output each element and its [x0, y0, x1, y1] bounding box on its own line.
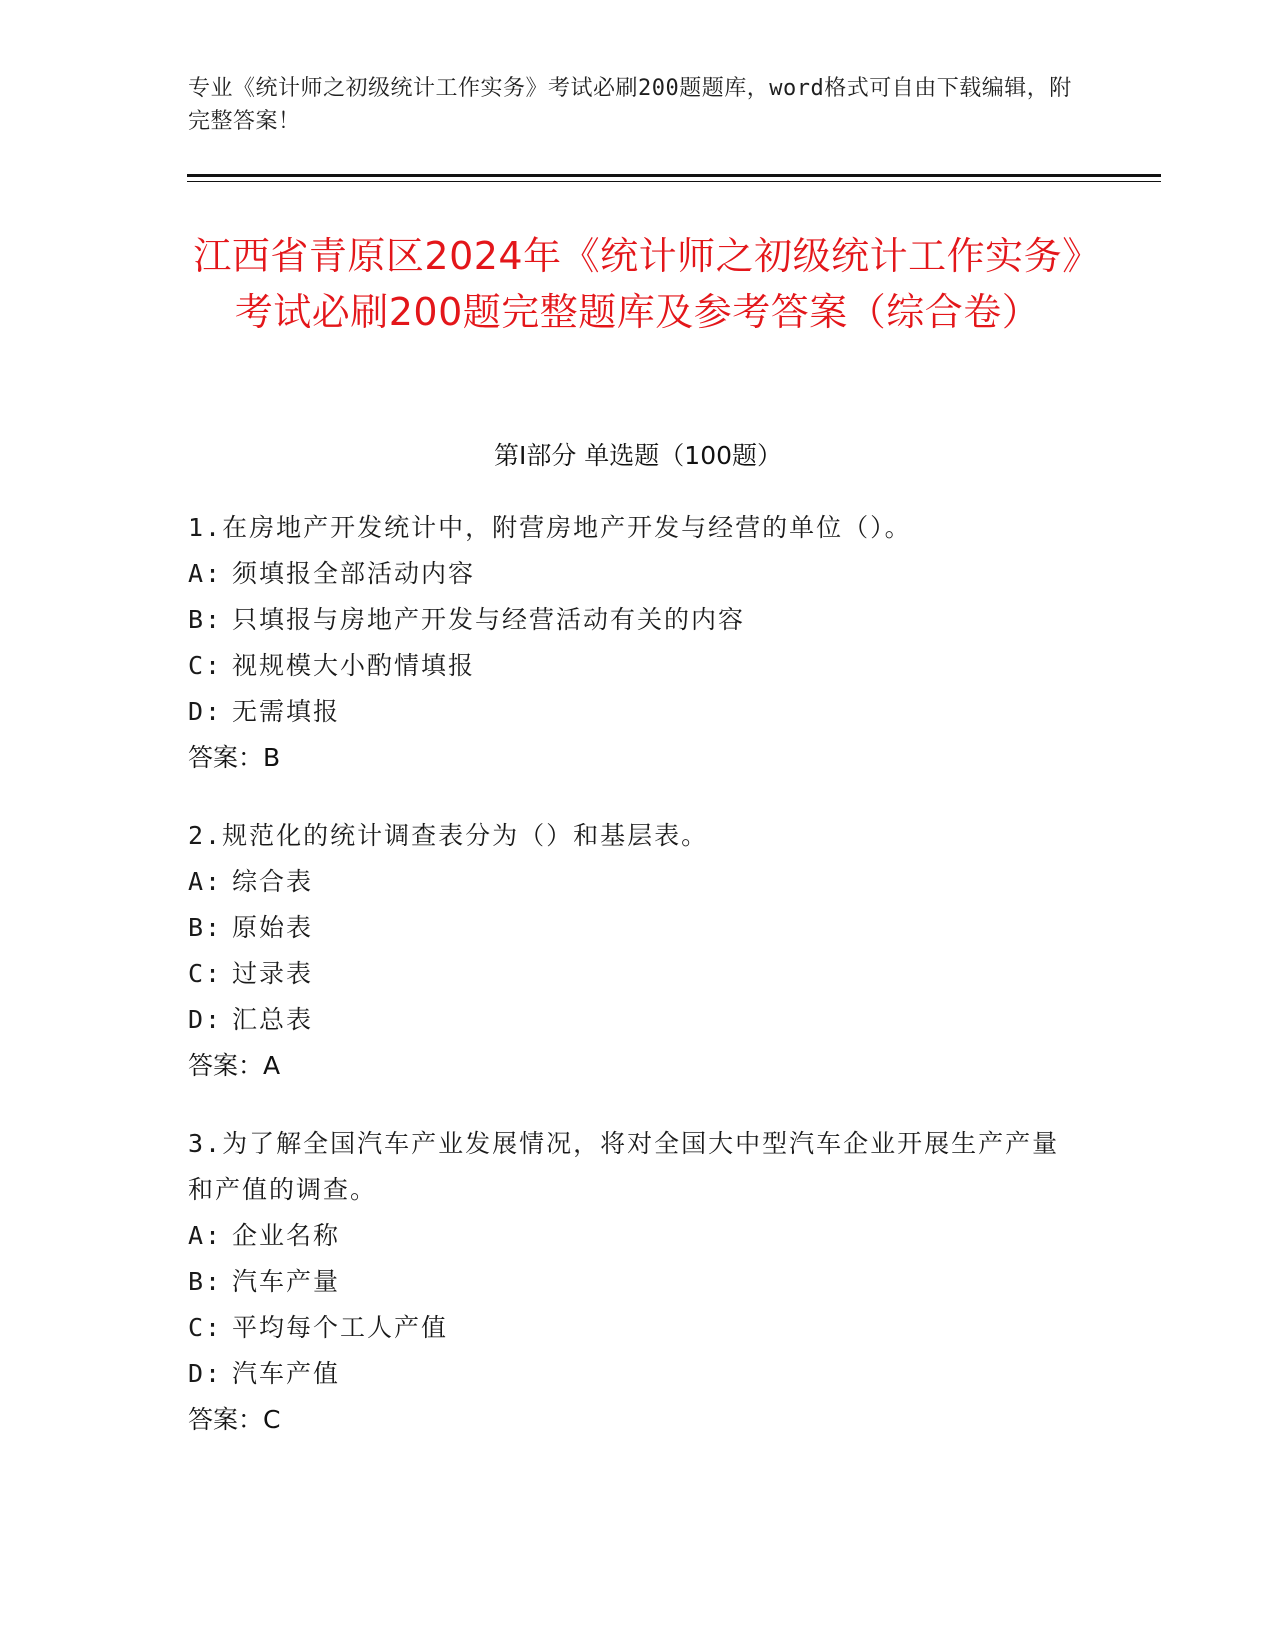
option-text: 汽车产量 [232, 1267, 341, 1296]
option-letter: D: [188, 697, 223, 726]
header-note: 专业《统计师之初级统计工作实务》考试必刷200题题库，word格式可自由下载编辑，附完整答案！ [188, 76, 1072, 134]
option-b [188, 905, 1088, 951]
question-1 [188, 505, 1088, 781]
option-letter: C: [188, 959, 223, 988]
header-rule-thick [187, 174, 1161, 177]
option-text: 平均每个工人产值 [232, 1313, 449, 1342]
option-letter: B: [188, 1267, 223, 1296]
answer-line [188, 1043, 1088, 1089]
option-c [188, 643, 1088, 689]
option-b [188, 597, 1088, 643]
option-a [188, 859, 1088, 905]
option-letter: A: [188, 1221, 223, 1250]
answer-value: B [263, 743, 281, 772]
option-text: 须填报全部活动内容 [232, 559, 476, 588]
option-a [188, 1213, 1068, 1259]
option-letter: B: [188, 605, 223, 634]
option-text: 视规模大小酌情填报 [232, 651, 476, 680]
option-text: 汽车产值 [232, 1359, 341, 1388]
option-text: 企业名称 [232, 1221, 341, 1250]
question-2 [188, 813, 1088, 1089]
option-a [188, 551, 1088, 597]
document-title: 江西省青原区2024年《统计师之初级统计工作实务》考试必刷200题完整题库及参考答案（综合卷） [193, 234, 1082, 334]
answer-line [188, 1397, 1068, 1443]
section-title: 第Ⅰ部分 单选题（100题） [493, 441, 783, 470]
answer-prefix: 答案： [188, 1051, 264, 1080]
header-rule-thin [187, 181, 1161, 182]
option-c [188, 1305, 1068, 1351]
option-d [188, 997, 1088, 1043]
option-text: 综合表 [232, 867, 314, 896]
option-text: 无需填报 [232, 697, 341, 726]
question-stem: 3.为了解全国汽车产业发展情况，将对全国大中型汽车企业开展生产产量和产值的调查。 [188, 1129, 1060, 1204]
option-letter: D: [188, 1359, 223, 1388]
question-stem: 2.规范化的统计调查表分为（）和基层表。 [188, 821, 709, 850]
option-letter: C: [188, 1313, 223, 1342]
option-letter: A: [188, 867, 223, 896]
answer-value: C [263, 1405, 281, 1434]
option-text: 原始表 [232, 913, 314, 942]
answer-prefix: 答案： [188, 743, 264, 772]
option-letter: A: [188, 559, 223, 588]
option-d [188, 1351, 1068, 1397]
option-text: 过录表 [232, 959, 314, 988]
question-3 [188, 1121, 1068, 1443]
question-stem: 1.在房地产开发统计中，附营房地产开发与经营的单位（）。 [188, 513, 912, 542]
option-text: 汇总表 [232, 1005, 314, 1034]
option-letter: D: [188, 1005, 223, 1034]
option-letter: C: [188, 651, 223, 680]
option-d [188, 689, 1088, 735]
answer-prefix: 答案： [188, 1405, 264, 1434]
answer-value: A [263, 1051, 281, 1080]
option-c [188, 951, 1088, 997]
option-b [188, 1259, 1068, 1305]
option-letter: B: [188, 913, 223, 942]
answer-line [188, 735, 1088, 781]
option-text: 只填报与房地产开发与经营活动有关的内容 [232, 605, 746, 634]
